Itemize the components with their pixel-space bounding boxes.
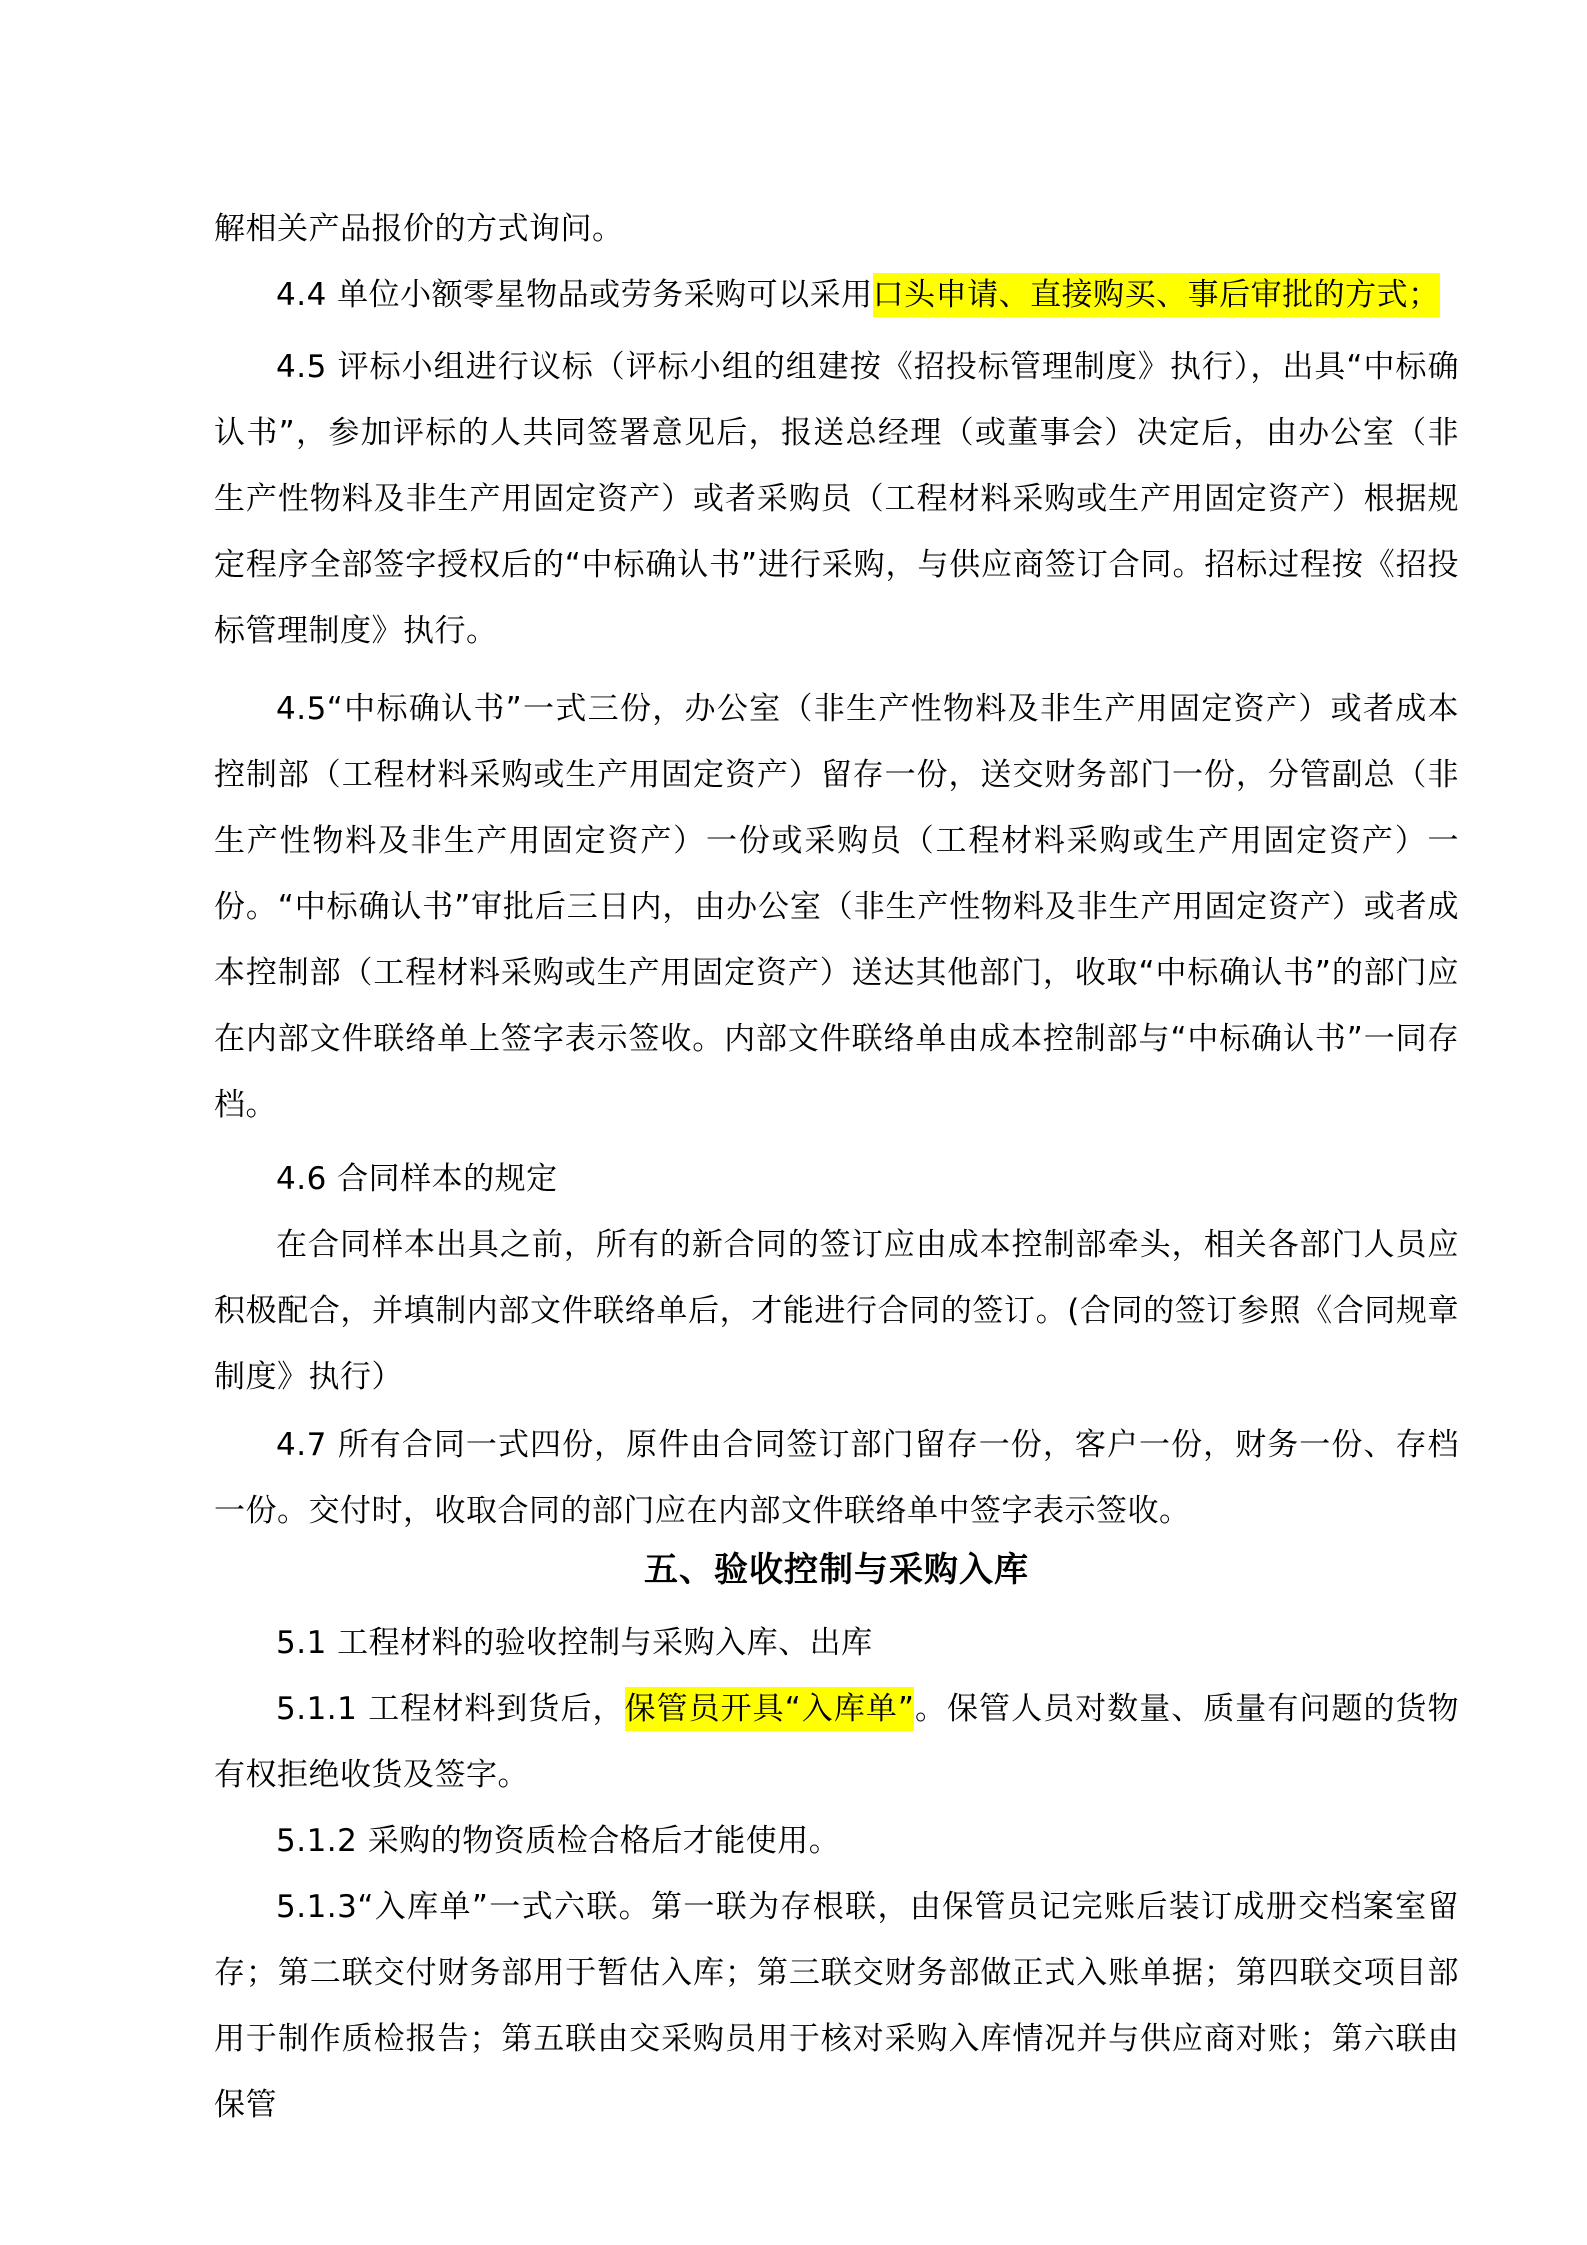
paragraph-5-1-1-post: 。保管人员对数量、质量有问题的货物有权拒绝收货及签字。 — [214, 1691, 1460, 1793]
paragraph-4-7: 4.7 所有合同一式四份，原件由合同签订部门留存一份，客户一份，财务一份、存档一份。交付时，收取合同的部门应在内部文件联络单中签字表示签收。 — [214, 1427, 1459, 1529]
paragraph-5-1: 5.1 工程材料的验收控制与采购入库、出库 — [276, 1625, 873, 1661]
paragraph-5-1-2: 5.1.2 采购的物资质检合格后才能使用。 — [276, 1823, 841, 1859]
paragraph-4-5-bid: 4.5 评标小组进行议标（评标小组的组建按《招投标管理制度》执行），出具“中标确认书”，参加评标的人共同签署意见后，报送总经理（或董事会）决定后，由办公室（非生产性物料及非生产用固定资产）或者采购员（工程材料采购或生产用固定资产）根据规定程序全部签字授权后的“中标确认书”进行采购，与供应商签订合同。招标过程按《招投标管理制度》执行。 — [214, 349, 1459, 649]
paragraph-5-1-3: 5.1.3“入库单”一式六联。第一联为存根联，由保管员记完账后装订成册交档案室留存；第二联交付财务部用于暂估入库；第三联交财务部做正式入账单据；第四联交项目部用于制作质检报告；第五联由交采购员用于核对采购入库情况并与供应商对账；第六联由保管 — [214, 1889, 1459, 2123]
paragraph-continuation: 解相关产品报价的方式询问。 — [214, 211, 624, 247]
paragraph-5-1-1 — [214, 1676, 1459, 1808]
highlighted-text: 保管员开具“入库单” — [625, 1687, 915, 1731]
paragraph-5-1-1-pre: 5.1.1 工程材料到货后， — [276, 1691, 625, 1727]
paragraph-4-6-title: 4.6 合同样本的规定 — [276, 1161, 558, 1197]
paragraph-4-4-text: 4.4 单位小额零星物品或劳务采购可以采用 — [276, 277, 873, 313]
paragraph-4-6-body: 在合同样本出具之前，所有的新合同的签订应由成本控制部牵头，相关各部门人员应积极配合，并填制内部文件联络单后，才能进行合同的签订。(合同的签订参照《合同规章制度》执行） — [214, 1227, 1459, 1395]
section-heading: 五、验收控制与采购入库 — [644, 1550, 1029, 1590]
highlighted-text: 口头申请、直接购买、事后审批的方式； — [873, 273, 1440, 317]
paragraph-4-4 — [214, 262, 1459, 328]
paragraph-4-5-copies: 4.5“中标确认书”一式三份，办公室（非生产性物料及非生产用固定资产）或者成本控制部（工程材料采购或生产用固定资产）留存一份，送交财务部门一份，分管副总（非生产性物料及非生产用固定资产）一份或采购员（工程材料采购或生产用固定资产）一份。“中标确认书”审批后三日内，由办公室（非生产性物料及非生产用固定资产）或者成本控制部（工程材料采购或生产用固定资产）送达其他部门，收取“中标确认书”的部门应在内部文件联络单上签字表示签收。内部文件联络单由成本控制部与“中标确认书”一同存档。 — [214, 691, 1459, 1123]
